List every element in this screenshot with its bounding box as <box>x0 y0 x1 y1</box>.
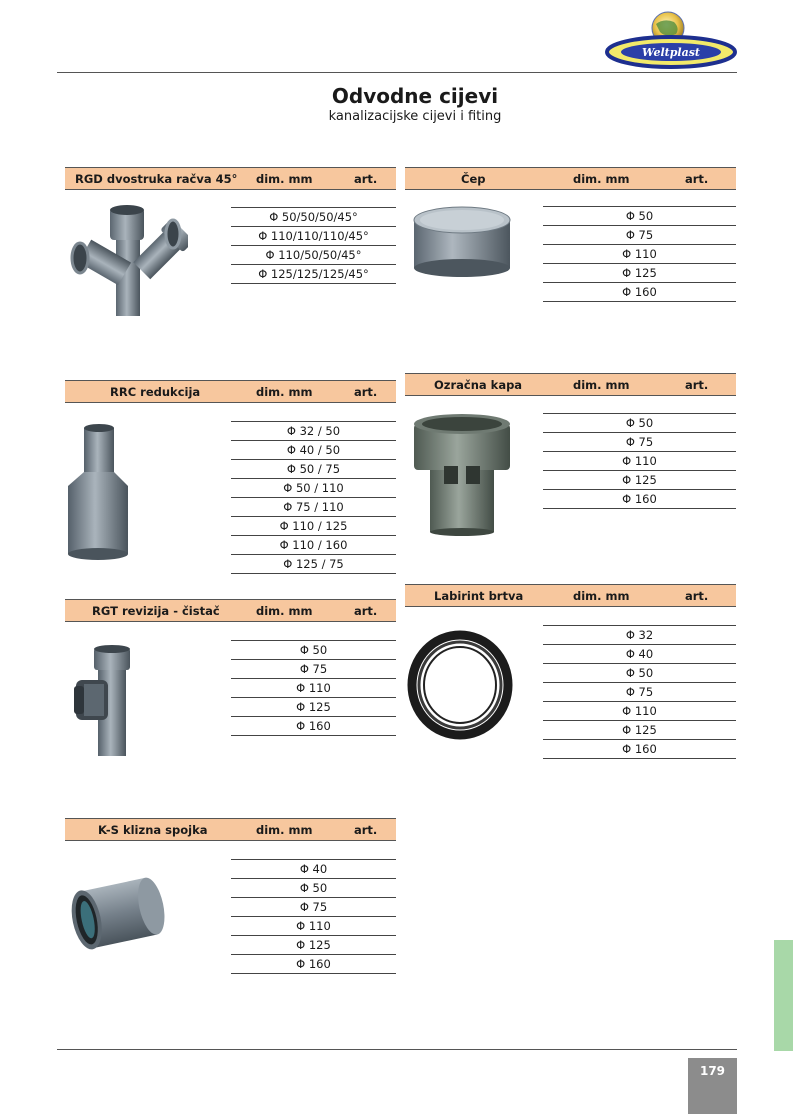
col-art-label: art. <box>354 172 378 186</box>
dim-item: Φ 40 <box>231 860 396 879</box>
dim-list-ozracna <box>543 413 736 509</box>
col-dim-label: dim. mm <box>256 823 313 837</box>
section-header-rrc <box>65 380 396 403</box>
section-title-ozracna: Ozračna kapa <box>434 378 523 392</box>
dim-item: Φ 110 / 160 <box>231 536 396 555</box>
dim-item: Φ 110 <box>231 679 396 698</box>
dim-item: Φ 160 <box>543 490 736 509</box>
section-header-ozracna <box>405 373 736 396</box>
dim-item: Φ 50 <box>543 414 736 433</box>
col-art-label: art. <box>354 604 378 618</box>
dim-item: Φ 125 <box>543 721 736 740</box>
col-dim-label: dim. mm <box>573 172 630 186</box>
col-art-label: art. <box>685 589 709 603</box>
section-title-rgd: RGD dvostruka račva 45° <box>75 172 238 186</box>
dim-item: Φ 50 <box>231 641 396 660</box>
col-dim-label: dim. mm <box>256 385 313 399</box>
dim-item: Φ 110/110/110/45° <box>231 227 396 246</box>
col-dim-label: dim. mm <box>573 589 630 603</box>
dim-item: Φ 50 <box>543 664 736 683</box>
dim-item: Φ 75 <box>543 433 736 452</box>
dim-item: Φ 75 <box>543 226 736 245</box>
top-divider <box>57 72 737 73</box>
dim-item: Φ 75 / 110 <box>231 498 396 517</box>
dim-item: Φ 110 / 125 <box>231 517 396 536</box>
dim-item: Φ 125 <box>543 471 736 490</box>
dim-item: Φ 32 / 50 <box>231 422 396 441</box>
dim-item: Φ 160 <box>543 283 736 302</box>
page-number: 179 <box>699 1064 726 1078</box>
dim-list-cep <box>543 206 736 302</box>
dim-list-rgt <box>231 640 396 736</box>
dim-list-ks <box>231 859 396 974</box>
page-number-box <box>688 1058 737 1114</box>
dim-item: Φ 125/125/125/45° <box>231 265 396 284</box>
double-branch-fitting-image <box>66 198 188 320</box>
col-art-label: art. <box>354 823 378 837</box>
col-dim-label: dim. mm <box>256 604 313 618</box>
dim-item: Φ 75 <box>231 898 396 917</box>
col-art-label: art. <box>685 378 709 392</box>
reducer-image <box>62 422 134 562</box>
end-cap-image <box>408 200 516 280</box>
section-title-ks: K-S klizna spojka <box>98 823 208 837</box>
dim-item: Φ 50 / 110 <box>231 479 396 498</box>
page-subtitle: kanalizacijske cijevi i fiting <box>328 109 502 124</box>
dim-item: Φ 125 <box>231 936 396 955</box>
dim-item: Φ 110 <box>231 917 396 936</box>
col-art-label: art. <box>354 385 378 399</box>
dim-item: Φ 110/50/50/45° <box>231 246 396 265</box>
page-title: Odvodne cijevi <box>331 84 499 108</box>
weltplast-logo <box>604 8 738 70</box>
col-dim-label: dim. mm <box>256 172 313 186</box>
dim-item: Φ 40 / 50 <box>231 441 396 460</box>
dim-item: Φ 125 / 75 <box>231 555 396 574</box>
cleanout-fitting-image <box>70 640 140 758</box>
dim-item: Φ 125 <box>231 698 396 717</box>
section-header-rgd <box>65 167 396 190</box>
section-title-cep: Čep <box>461 172 486 186</box>
section-header-cep <box>405 167 736 190</box>
col-art-label: art. <box>685 172 709 186</box>
dim-item: Φ 50 / 75 <box>231 460 396 479</box>
dim-list-rrc <box>231 421 396 574</box>
section-header-labirint <box>405 584 736 607</box>
dim-item: Φ 50/50/50/45° <box>231 208 396 227</box>
labyrinth-seal-image <box>407 630 513 740</box>
dim-item: Φ 40 <box>543 645 736 664</box>
dim-item: Φ 160 <box>231 955 396 974</box>
section-header-rgt <box>65 599 396 622</box>
section-header-ks <box>65 818 396 841</box>
dim-item: Φ 160 <box>231 717 396 736</box>
dim-item: Φ 75 <box>231 660 396 679</box>
chapter-side-tab <box>774 940 793 1051</box>
dim-item: Φ 110 <box>543 245 736 264</box>
dim-item: Φ 75 <box>543 683 736 702</box>
slip-coupling-image <box>68 870 170 956</box>
dim-item: Φ 50 <box>543 207 736 226</box>
section-title-rrc: RRC redukcija <box>110 385 201 399</box>
dim-item: Φ 32 <box>543 626 736 645</box>
dim-item: Φ 110 <box>543 452 736 471</box>
vent-cap-image <box>408 410 516 536</box>
col-dim-label: dim. mm <box>573 378 630 392</box>
dim-item: Φ 50 <box>231 879 396 898</box>
dim-item: Φ 125 <box>543 264 736 283</box>
bottom-divider <box>57 1049 737 1050</box>
dim-list-labirint <box>543 625 736 759</box>
dim-item: Φ 110 <box>543 702 736 721</box>
section-title-rgt: RGT revizija - čistač <box>92 604 220 618</box>
dim-list-rgd <box>231 207 396 284</box>
section-title-labirint: Labirint brtva <box>434 589 524 603</box>
dim-item: Φ 160 <box>543 740 736 759</box>
logo-text: Weltplast <box>642 46 700 59</box>
